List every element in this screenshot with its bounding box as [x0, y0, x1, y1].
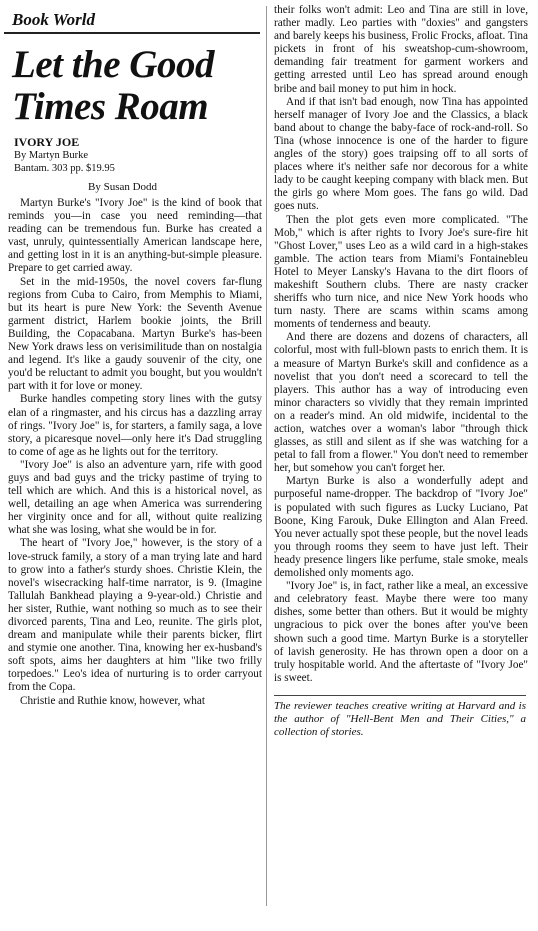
paragraph: their folks won't admit: Leo and Tina are still in love, rather madly. Leo parties with "doxies" and gangsters and barely keeps his business, Frolic Frocks, afloat. Tina pickets in front of his sweatshop-cum-showroom, demanding fair treatment for garment workers and getting arrested until Leo has spread around enough bribe and bail money to put him in hock. — [274, 4, 528, 95]
headline-line-2: Times Roam — [12, 85, 209, 128]
paragraph: Burke handles competing story lines with the gutsy elan of a ringmaster, and his circus has a dazzling array of rings. "Ivory Joe" is, for starters, a family saga, a love story, a picaresque novel—only here it's Dad struggling to come of age as he lights out for the territory. — [8, 393, 262, 458]
left-column — [4, 0, 266, 931]
paragraph: The heart of "Ivory Joe," however, is the story of a love-struck family, a story of a man trying late and hard to grow into a father's sturdy shoes. Christie Klein, the novel's wisecracking half-time narrator, is 9. (Imagine Tallulah Bankhead playing a 9-year-old.) Christie and her sister, Ruthie, want nothing so much as to see their divorced parents, Tina and Leo, reunite. The girls plot, dream and manipulate while their parents bicker, flirt and stymie one another. Tina, knowing her ex-husband's soft spots, aims her daughters at him "like two frilly torpedoes." Leo's idea of nurturing is to order carryout from the Copa. — [8, 537, 262, 694]
paragraph: And if that isn't bad enough, now Tina has appointed herself manager of Ivory Joe and the Classics, a black band about to change the baby-face of rock-and-roll. So Tina (whose innocence is one of the harder to figure angles of the story) goes traipsing off to all sorts of places where it's neither safe nor decorous for a white lady to be caught keeping company with black men. But the girls go where Mom goes. The fans go wild. Dad goes nuts. — [274, 95, 528, 213]
paragraph: Then the plot gets even more complicated. "The Mob," which is after rights to Ivory Joe's sure-fire hit "Ghost Lover," uses Leo as a wild card in a high-stakes gamble. The action tears from Miami's Fontainebleu Hotel to Meyer Lansky's Havana to the dirt floors of makeshift Southern clubs. There are nasty cracker sheriffs who turn nice, and nice New York hoods who turn nasty. There are scams within scams among moments of tenderness and beauty. — [274, 213, 528, 331]
paragraph: And there are dozens and dozens of characters, all colorful, most with full-blown pasts to enrich them. It is a measure of Martyn Burke's skill and confidence as a novelist that you don't need a scorecard to tell the players. This author has a way of introducing even minor characters so vividly that they remain imprinted on a reader's mind. An old midwife, incidental to the action, watches over a woman's labor "through thick glasses, as still and silent as if she was watching for a petal to fall from a flower." You don't need to remember her, but somehow you can't forget her. — [274, 331, 528, 475]
book-title: IVORY JOE — [14, 135, 80, 149]
right-column — [270, 0, 532, 931]
reviewer-note: The reviewer teaches creative writing at Harvard and is the author of "Hell-Bent Men and Their Cities," a collection of stories. — [274, 695, 526, 740]
paragraph: Martyn Burke's "Ivory Joe" is the kind of book that reminds you—in case you need reminding—that reading can be tremendous fun. Burke has created a vast, unruly, quintessentially American landscape here, and getting lost in it is an anything-but-simple pleasure. Prepare to get carried away. — [8, 197, 262, 275]
column-divider — [266, 6, 267, 906]
headline-line-1: Let the Good — [12, 43, 214, 86]
book-info — [14, 136, 266, 175]
byline: By Susan Dodd — [88, 181, 158, 193]
paragraph: "Ivory Joe" is, in fact, rather like a meal, an excessive and celebratory feast. Maybe there were too many dishes, some better than others. But it would be mighty ungracious to pick over the bones after you've been shown such a good time. Martyn Burke is a storyteller of lavish generosity. He has thrown open a door on a truly hospitable world. And the aftertaste of "Ivory Joe" is sweet. — [274, 580, 528, 684]
paragraph: Christie and Ruthie know, however, what — [20, 694, 205, 707]
paragraph: "Ivory Joe" is also an adventure yarn, rife with good guys and bad guys and the tricky pastime of trying to tell which are which. And this is a historical novel, as well, detailing an age when America was surrendering her virginity once and for all, without quite realizing what she was losing, what she would be in for. — [8, 458, 262, 537]
book-publisher: Bantam. 303 pp. $19.95 — [14, 163, 115, 174]
section-label: Book World — [4, 0, 260, 34]
book-author: By Martyn Burke — [14, 150, 89, 161]
paragraph: Martyn Burke is also a wonderfully adept and purposeful name-dropper. The backdrop of "Ivory Joe" is populated with such figures as Lucky Luciano, Pat Boone, King Farouk, Duke Ellington and Alan Freed. You never actually spot these people, but the novel leads you through rooms they seem to have just left. Their heady presence lingers like perfume, stale smoke, meals demolished only moments ago. — [274, 475, 528, 580]
headline — [12, 44, 266, 128]
paragraph: Set in the mid-1950s, the novel covers far-flung regions from Cuba to Cairo, from Memphis to Miami, but its heart is pure New York: the Seventh Avenue garment district, Harlem bookie joints, the Brill Building, the Copacabana. Martyn Burke's has-been New York draws less on verisimilitude than on nostalgia and legend. It's like a gaudy souvenir of the city, one you'd be reluctant to admit you bought, but you wouldn't part with it for love or money. — [8, 275, 262, 393]
